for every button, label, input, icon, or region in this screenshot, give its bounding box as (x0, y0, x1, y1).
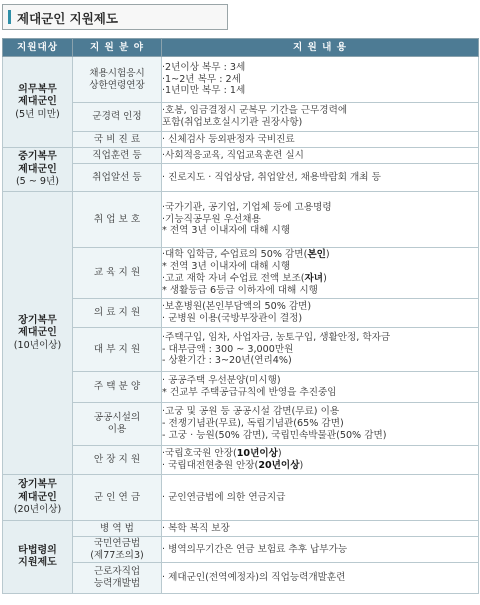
page-title: 제대군인 지원제도 (17, 11, 118, 26)
content-text: ·사회적응교육, 직업교육훈련 실시 (162, 149, 304, 161)
header-target: 지원대상 (3, 39, 73, 57)
content-line (162, 523, 478, 535)
target-title-line: 타법령의 (18, 544, 57, 556)
target-title-line: 제대군인 (18, 491, 57, 503)
content-text: · 병역의무기간은 연금 보험료 추후 납부가능 (162, 543, 348, 555)
content-line (162, 460, 478, 472)
content-line (162, 105, 478, 117)
content-line (162, 448, 478, 460)
content-text: * 건교부 주택공급규칙에 반영을 추진중임 (162, 387, 337, 398)
content-cell (162, 537, 479, 563)
content-text: ·호봉, 임금결정시 군복무 기간을 근무경력에 (162, 105, 348, 117)
content-text: ·주택구입, 임차, 사업자금, 농토구입, 생활안정, 학자금 (162, 331, 391, 343)
content-cell (162, 103, 479, 132)
field-label: 대 부 지 원 (93, 343, 141, 355)
content-line (162, 387, 478, 399)
content-line (162, 62, 478, 74)
content-line (162, 313, 478, 325)
table-row (3, 563, 479, 594)
table-row (3, 537, 479, 563)
content-text: ·1~2년 복무 : 2세 (162, 73, 241, 85)
content-cell (162, 372, 479, 403)
header-content: 지 원 내 용 (162, 39, 479, 57)
table-row (3, 328, 479, 372)
content-line (162, 375, 478, 387)
target-title-line: 장기복무 (18, 314, 57, 326)
field-label: 근로자직업 (93, 566, 141, 578)
field-label: 국 비 진 료 (93, 133, 141, 145)
content-text: · 국립대전현충원 안장( (162, 460, 259, 471)
table-row (3, 148, 479, 164)
content-text: · 복학 복직 보장 (162, 522, 230, 534)
field-label: 군경력 인정 (92, 111, 142, 123)
field-label: 취업알선 등 (92, 171, 142, 183)
field-cell (73, 537, 162, 563)
content-cell (162, 446, 479, 475)
field-label: 안 장 지 원 (93, 454, 141, 466)
target-cell (3, 57, 73, 148)
content-line (162, 249, 478, 261)
content-text: ·국가기관, 공기업, 기업체 등에 고용명령 (162, 201, 332, 213)
content-line (162, 285, 478, 297)
content-line (162, 572, 478, 584)
target-cell (3, 192, 73, 475)
target-title-line: 제대군인 (18, 96, 57, 107)
content-cell (162, 192, 479, 248)
content-line (162, 85, 478, 97)
content-cell (162, 57, 479, 103)
content-cell (162, 132, 479, 148)
field-cell (73, 446, 162, 475)
header-field: 지 원 분 야 (73, 39, 162, 57)
target-title-line: 중기복무 (18, 151, 57, 162)
content-text: ) (323, 273, 327, 284)
field-cell (73, 103, 162, 132)
content-cell (162, 248, 479, 299)
target-title-line: 제대군인 (18, 327, 57, 338)
field-cell (73, 299, 162, 328)
content-text: * 전역 3년 이내자에 대해 시행 (162, 225, 291, 237)
table-row (3, 403, 479, 446)
content-cell (162, 475, 479, 521)
content-text: * 생활등급 6등급 이하자에 대해 시행 (162, 284, 318, 296)
target-title-line: 제대군인 (18, 163, 57, 175)
table-row (3, 164, 479, 192)
content-text: ·1년미만 복무 : 1세 (162, 85, 246, 97)
content-cell (162, 563, 479, 594)
content-text: ) (325, 249, 330, 261)
field-label: 교 육 지 원 (93, 267, 141, 279)
field-label: 의 료 지 원 (93, 307, 141, 319)
field-label: 공공시설의 (93, 412, 141, 424)
content-text: ·고교 재학 자녀 수업료 전액 보조( (162, 273, 305, 284)
field-label: 주 택 분 양 (93, 381, 141, 393)
content-emphasis: 자녀 (304, 273, 324, 284)
table-row (3, 192, 479, 248)
content-line (162, 355, 478, 367)
target-title-line: 지원제도 (18, 557, 57, 568)
support-table (2, 38, 479, 594)
target-note: (10년이상) (13, 339, 62, 351)
content-cell (162, 148, 479, 164)
content-cell (162, 521, 479, 537)
content-text: * 전역 3년 이내자에 대해 시행 (162, 261, 291, 273)
field-label: 병 역 법 (100, 522, 134, 534)
content-text: - 전쟁기념관(무료), 독립기념관(65% 감면) (162, 418, 344, 430)
content-line (162, 492, 478, 504)
target-note: (20년이상) (13, 504, 62, 515)
field-cell (73, 192, 162, 248)
target-note: (5 ~ 9년) (15, 176, 60, 187)
content-line (162, 172, 478, 184)
content-line (162, 225, 478, 237)
content-text: · 진로지도 · 직업상담, 취업알선, 채용박람회 개최 등 (162, 171, 381, 183)
content-emphasis: 본인 (307, 249, 326, 261)
content-line (162, 202, 478, 214)
content-text: ) (299, 460, 304, 471)
content-text: - 고궁 · 능원(50% 감면), 국립민속박물관(50% 감면) (162, 429, 387, 441)
content-line (162, 214, 478, 226)
field-label: 직업훈련 등 (92, 149, 142, 161)
content-text: ) (277, 448, 282, 460)
content-text: ·2년이상 복무 : 3세 (162, 61, 246, 73)
table-row (3, 57, 479, 103)
content-line (162, 344, 478, 356)
content-cell (162, 299, 479, 328)
content-text: - 상환기간 : 3~20년(연리4%) (162, 355, 292, 367)
field-cell (73, 328, 162, 372)
field-label: 능력개발법 (93, 578, 141, 589)
content-cell (162, 164, 479, 192)
table-row (3, 132, 479, 148)
content-line (162, 418, 478, 430)
content-text: · 신체검사 등외판정자 국비진료 (162, 133, 295, 145)
field-cell (73, 372, 162, 403)
field-cell (73, 403, 162, 446)
table-row (3, 248, 479, 299)
field-cell (73, 132, 162, 148)
content-line (162, 430, 478, 442)
field-label: 채용시험응시 (89, 67, 145, 79)
table-row (3, 521, 479, 537)
field-label: 군 인 연 금 (93, 491, 141, 503)
field-cell (73, 57, 162, 103)
field-label: 이용 (107, 424, 127, 435)
table-body (3, 57, 479, 594)
table-row (3, 475, 479, 521)
field-cell (73, 521, 162, 537)
content-emphasis: 20년이상 (258, 460, 300, 471)
content-text: 포함(취업보호실시기관 권장사항) (162, 117, 303, 128)
content-line (162, 117, 478, 129)
target-cell (3, 521, 73, 594)
field-cell (73, 164, 162, 192)
field-label: 취 업 보 호 (93, 213, 141, 225)
table-header-row (3, 39, 479, 57)
target-cell (3, 475, 73, 521)
content-line (162, 261, 478, 273)
table-row (3, 299, 479, 328)
content-text: · 군병원 이용(국방부장관이 결정) (162, 313, 303, 324)
table-row (3, 446, 479, 475)
content-line (162, 273, 478, 285)
content-text: ·국립호국원 안장( (162, 448, 237, 460)
field-cell (73, 475, 162, 521)
content-line (162, 74, 478, 86)
target-cell (3, 148, 73, 192)
content-line (162, 150, 478, 162)
field-label: 국민연금법 (93, 537, 141, 549)
table-row (3, 103, 479, 132)
title-accent-bar (8, 10, 11, 24)
content-cell (162, 328, 479, 372)
field-cell (73, 563, 162, 594)
content-text: ·고궁 및 공원 등 공공시설 감면(무료) 이용 (162, 406, 340, 418)
content-cell (162, 403, 479, 446)
content-text: ·보훈병원(본인부담액의 50% 감면) (162, 301, 312, 313)
content-emphasis: 10년이상 (236, 448, 278, 460)
content-text: ·기능직공무원 우선채용 (162, 213, 261, 225)
content-line (162, 301, 478, 313)
content-line (162, 406, 478, 418)
field-label: (제77조의3) (90, 549, 144, 561)
field-cell (73, 248, 162, 299)
content-text: - 대부금액 : 300 ~ 3,000만원 (162, 343, 294, 355)
table-row (3, 372, 479, 403)
content-text: · 공공주택 우선분양(미시행) (162, 375, 281, 387)
target-note: (5년 미만) (15, 108, 60, 120)
title-bar (2, 4, 228, 30)
field-cell (73, 148, 162, 164)
content-line (162, 134, 478, 146)
content-line (162, 332, 478, 344)
target-title-line: 의무복무 (18, 83, 57, 95)
content-text: · 군인연금법에 의한 연금지급 (162, 491, 286, 503)
content-line (162, 544, 478, 556)
content-text: ·대학 입학금, 수업료의 50% 감면( (162, 249, 308, 261)
target-title-line: 장기복무 (18, 479, 57, 490)
field-label: 상한연령연장 (89, 79, 145, 91)
content-text: · 제대군인(전역예정자)의 직업능력개발훈련 (162, 572, 346, 584)
